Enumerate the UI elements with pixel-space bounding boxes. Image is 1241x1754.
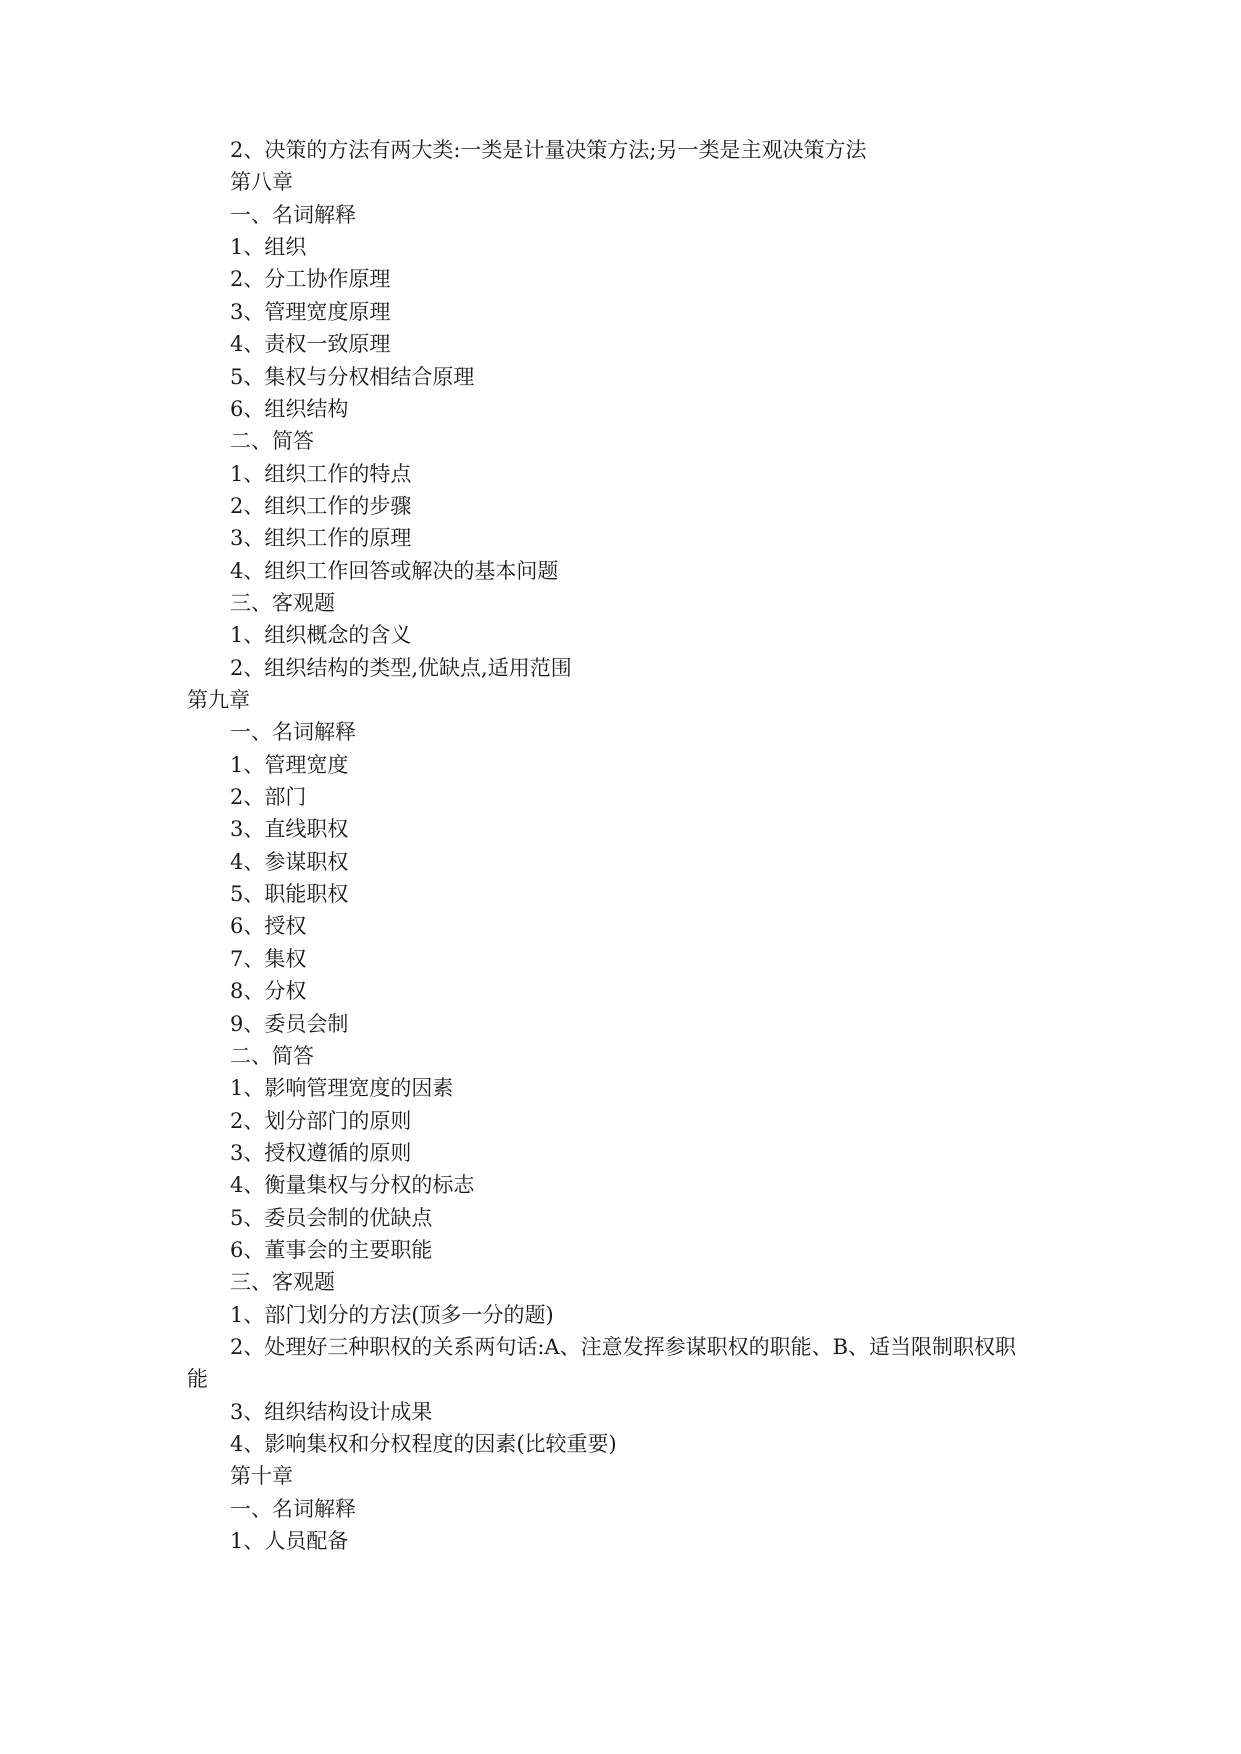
text-line: 1、组织概念的含义 [230,623,412,648]
text-line: 2、划分部门的原则 [230,1108,412,1133]
text-line: 2、分工协作原理 [230,267,391,292]
text-line: 6、组织结构 [230,396,349,421]
text-line: 三、客观题 [230,1270,335,1295]
text-line: 5、职能职权 [230,882,349,907]
text-line: 5、委员会制的优缺点 [230,1205,433,1230]
text-line: 3、直线职权 [230,817,349,842]
text-line: 2、组织工作的步骤 [230,493,412,518]
text-line: 能 [187,1367,208,1392]
text-line: 4、组织工作回答或解决的基本问题 [230,558,559,583]
text-line: 6、董事会的主要职能 [230,1237,433,1262]
text-line: 4、参谋职权 [230,849,349,874]
text-line: 1、组织 [230,235,307,260]
text-line: 3、授权遵循的原则 [230,1140,412,1165]
text-line: 二、简答 [230,429,314,454]
text-line: 4、影响集权和分权程度的因素(比较重要) [230,1432,617,1456]
text-line: 二、简答 [230,1043,314,1068]
text-line: 3、组织工作的原理 [230,526,412,551]
text-line: 第九章 [187,688,250,712]
text-line: 2、部门 [230,785,307,809]
text-line: 2、组织结构的类型,优缺点,适用范围 [230,655,572,680]
text-line: 2、决策的方法有两大类:一类是计量决策方法;另一类是主观决策方法 [230,138,867,162]
text-line: 1、部门划分的方法(顶多一分的题) [230,1302,554,1327]
text-line: 2、处理好三种职权的关系两句话:A、注意发挥参谋职权的职能、B、适当限制职权职 [230,1335,1017,1359]
text-line: 4、衡量集权与分权的标志 [230,1173,475,1198]
text-line: 3、组织结构设计成果 [230,1399,433,1424]
text-line: 9、委员会制 [230,1011,349,1036]
text-line: 一、名词解释 [230,720,356,745]
text-line: 第十章 [230,1464,293,1489]
text-line: 8、分权 [230,979,307,1004]
text-line: 第八章 [230,170,293,195]
text-line: 一、名词解释 [230,1496,356,1521]
text-line: 7、集权 [230,946,307,971]
text-line: 三、客观题 [230,590,335,615]
text-line: 1、组织工作的特点 [230,461,412,486]
text-line: 4、责权一致原理 [230,332,391,357]
text-line: 6、授权 [230,914,307,939]
text-line: 1、管理宽度 [230,752,349,777]
text-line: 5、集权与分权相结合原理 [230,364,475,389]
text-line: 一、名词解释 [230,202,356,227]
text-line: 1、人员配备 [230,1529,349,1553]
text-line: 3、管理宽度原理 [230,299,391,324]
text-line: 1、影响管理宽度的因素 [230,1076,454,1101]
